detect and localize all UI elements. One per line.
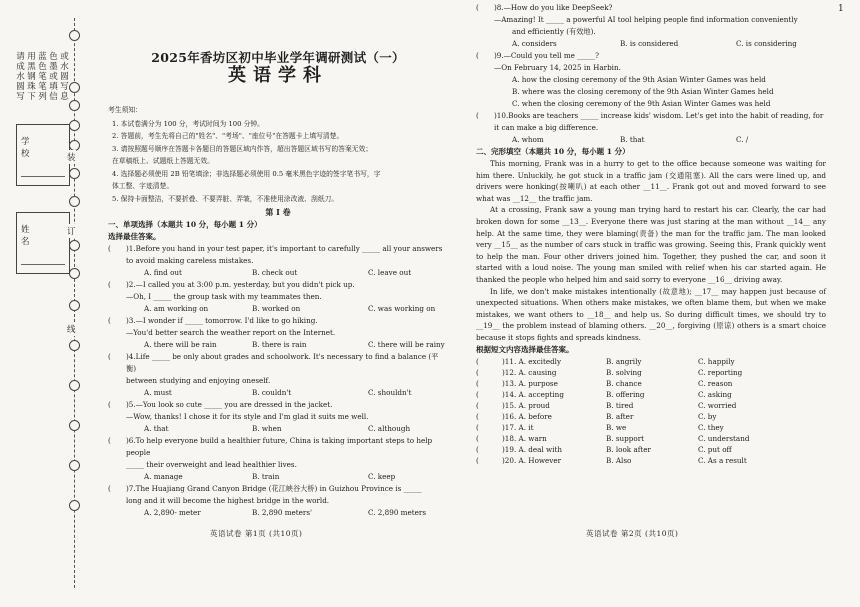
binding-instruction-col: 蓝色笔笔列 xyxy=(38,52,47,102)
option: A. whom xyxy=(512,135,544,144)
question-number: )13. xyxy=(502,378,517,388)
question-stem-cont: long and it will become the highest bridge in the world. xyxy=(126,496,330,505)
option: B. train xyxy=(252,472,280,481)
note-line: 体工整、字迹清楚。 xyxy=(112,182,174,190)
option: B. after xyxy=(606,411,634,421)
question-number: )15. xyxy=(502,400,517,410)
answer-options xyxy=(476,134,826,146)
option: B. offering xyxy=(606,389,645,399)
question-number: )20. xyxy=(502,455,517,465)
option: A. am working on xyxy=(144,304,209,313)
binding-hole xyxy=(69,30,80,41)
question-number: )8. xyxy=(494,3,504,12)
passage-paragraph: This morning, Frank was in a hurry to get to the office because someone was waiting for him there. Unluckily, he got stuck in a traffic jam (交通阻塞). All the cars were lined up, and drivers were honking(按喇叭) at each other __11__. Frank got out and moved forward to see what was __12__ the traffic jam. xyxy=(476,159,826,203)
page-footer-right: 英语试卷 第2页 (共10页) xyxy=(586,529,679,538)
question-item: ( )8.—How do you like DeepSeek? xyxy=(476,3,613,12)
cloze-row: ( )20. A. However B. Also C. As a result xyxy=(476,455,826,466)
question-number: )12. xyxy=(502,367,517,377)
option: B. look after xyxy=(606,444,651,454)
cut-label-zhuang: 装 xyxy=(67,150,76,164)
question-stem-cont: —Oh, I _____ the group task with my teammates then. xyxy=(126,292,322,301)
binding-hole xyxy=(69,100,80,111)
question-stem-cont: it can make a big difference. xyxy=(494,123,599,132)
notes-heading: 考生须知： xyxy=(108,106,142,114)
question-number: )16. xyxy=(502,411,517,421)
option: A. manage xyxy=(144,472,183,481)
exam-title: 2025年香坊区初中毕业学年调研测试（一） xyxy=(151,50,405,65)
option: A. causing xyxy=(518,367,557,377)
question-stem: —You look so cute _____ you are dressed in the jacket. xyxy=(135,400,333,409)
question-item: ( )6.To help everyone build a healthier future, China is taking important steps to help people xyxy=(108,436,433,457)
option: C. there will be rainy xyxy=(368,340,445,349)
name-label: 姓名 xyxy=(21,225,48,247)
option: A. However xyxy=(518,455,562,465)
question-number: )6. xyxy=(126,436,136,445)
option: C. worried xyxy=(698,400,737,410)
binding-hole xyxy=(69,380,80,391)
question-item: ( )3.—I wonder if _____ tomorrow. I'd like to go hiking. xyxy=(108,316,318,325)
option: A. 2,890- meter xyxy=(144,508,201,517)
cloze-row: ( )12. A. causing B. solving C. reporting xyxy=(476,367,826,378)
question-stem-cont: and efficiently (有效地). xyxy=(512,27,596,36)
question-item: ( )5.—You look so cute _____ you are dressed in the jacket. xyxy=(108,400,333,409)
option: C. although xyxy=(368,424,411,433)
question-stem: —How do you like DeepSeek? xyxy=(503,3,613,12)
binding-hole xyxy=(69,196,80,207)
option: A. warn xyxy=(518,433,547,443)
option: A. excitedly xyxy=(518,356,562,366)
name-box xyxy=(16,212,70,274)
note-line: 5. 保持卡面整洁，不要折叠、不要弄脏、弄皱，不准使用涂改液、刮纸刀。 xyxy=(112,194,339,203)
option: C. is considering xyxy=(736,39,797,48)
option: B. worked on xyxy=(252,304,301,313)
answer-options xyxy=(108,303,448,315)
option: B. chance xyxy=(606,378,642,388)
question-stem-cont: —Amazing! It _____ a powerful AI tool helping people find information conveniently xyxy=(494,15,798,24)
question-stem: To help everyone build a healthier future, China is taking important steps to help people xyxy=(126,436,433,457)
option: C. reporting xyxy=(698,367,743,377)
question-stem-cont: —On February 14, 2025 in Harbin. xyxy=(494,63,621,72)
answer-options xyxy=(108,339,448,351)
option: B. tired xyxy=(606,400,634,410)
answer-options xyxy=(108,267,448,279)
option: C. shouldn't xyxy=(368,388,412,397)
question-number: )1. xyxy=(126,244,136,253)
question-item: ( )10.Books are teachers _____ increase kids' wisdom. Let's get into the habit of reading, for xyxy=(476,111,824,120)
question-number: )18. xyxy=(502,433,517,443)
exam-notes xyxy=(108,104,448,205)
binding-hole xyxy=(69,240,80,251)
option: A. purpose xyxy=(518,378,558,388)
option: C. asking xyxy=(698,389,732,399)
option: B. support xyxy=(606,433,645,443)
question-stem: The Huajiang Grand Canyon Bridge (花江峡谷大桥) in Guizhou Province is _____ xyxy=(135,484,422,493)
option: A. there will be rain xyxy=(144,340,217,349)
question-item: ( )4.Life _____ be only about grades and schoolwork. It's necessary to find a balance (平衡) xyxy=(108,352,439,373)
question-number: )9. xyxy=(494,51,504,60)
option: A. considers xyxy=(512,39,557,48)
cut-label-xian: 线 xyxy=(67,322,76,336)
note-line: 1. 本试卷满分为 100 分，考试时间为 100 分钟。 xyxy=(112,119,264,128)
cloze-row: ( )18. A. warn B. support C. understand xyxy=(476,433,826,444)
question-item: ( )2.—I called you at 3:00 p.m. yesterday, but you didn't pick up. xyxy=(108,280,355,289)
cloze-row: ( )11. A. excitedly B. angrily C. happily xyxy=(476,356,826,367)
cloze-row: ( )15. A. proud B. tired C. worried xyxy=(476,400,826,411)
page-footer-left: 英语试卷 第1页 (共10页) xyxy=(210,529,303,538)
binding-hole xyxy=(69,300,80,311)
right-page xyxy=(476,2,826,466)
binding-instruction-col: 色墨或填信 xyxy=(49,52,58,102)
answer-options xyxy=(108,423,448,435)
question-stem-cont: between studying and enjoying oneself. xyxy=(126,376,271,385)
option: C. they xyxy=(698,422,724,432)
cloze-row: ( )13. A. purpose B. chance C. reason xyxy=(476,378,826,389)
option: B. angrily xyxy=(606,356,642,366)
option: B. when xyxy=(252,424,282,433)
option: A. deal with xyxy=(518,444,562,454)
option: B. 2,890 meters' xyxy=(252,508,313,517)
left-page xyxy=(108,0,448,519)
question-item: ( )9.—Could you tell me _____? xyxy=(476,51,600,60)
option: C. keep xyxy=(368,472,396,481)
question-number: )4. xyxy=(126,352,136,361)
question-stem: Life _____ be only about grades and schoolwork. It's necessary to find a balance (平衡) xyxy=(126,352,439,373)
school-line xyxy=(21,176,65,177)
option: C. was working on xyxy=(368,304,436,313)
question-list xyxy=(108,243,448,519)
option: B. we xyxy=(606,422,627,432)
option: B. that xyxy=(620,135,645,144)
question-stem: —I called you at 3:00 p.m. yesterday, but you didn't pick up. xyxy=(135,280,355,289)
binding-instruction-col: 用黑钢珠下 xyxy=(27,52,36,102)
note-line: 2. 答题前，考生先将自己的"姓名"、"考场"、"座位号"在答题卡上填写清楚。 xyxy=(112,132,344,140)
cloze-row: ( )17. A. it B. we C. they xyxy=(476,422,826,433)
question-number: )2. xyxy=(126,280,136,289)
binding-hole xyxy=(69,82,80,93)
cut-label-ding: 订 xyxy=(67,224,76,238)
school-box xyxy=(16,124,70,186)
option: C. put off xyxy=(698,444,732,454)
question-stem: —I wonder if _____ tomorrow. I'd like to go hiking. xyxy=(135,316,318,325)
option: C. reason xyxy=(698,378,733,388)
section-heading: 一、单项选择（本题共 10 分，每小题 1 分） xyxy=(108,220,262,229)
question-stem-cont: to avoid making careless mistakes. xyxy=(126,256,254,265)
answer-options xyxy=(108,387,448,399)
answer-option-line: A. how the closing ceremony of the 9th Asian Winter Games was held xyxy=(512,75,766,84)
option: C. As a result xyxy=(698,455,747,465)
question-number: )14. xyxy=(502,389,517,399)
binding-hole xyxy=(69,460,80,471)
section-heading: 二、完形填空（本题共 10 分，每小题 1 分） xyxy=(476,147,630,156)
note-line: 在草稿纸上、试题纸上答题无效。 xyxy=(112,157,214,165)
question-stem-cont: —You'd better search the weather report on the Internet. xyxy=(126,328,336,337)
question-number: )19. xyxy=(502,444,517,454)
answer-option-line: C. when the closing ceremony of the 9th Asian Winter Games was held xyxy=(512,99,771,108)
option: C. 2,890 meters xyxy=(368,508,427,517)
question-stem: Before you hand in your test paper, it's important to carefully _____ all your answers xyxy=(135,244,443,253)
binding-hole xyxy=(69,500,80,511)
question-number: )10. xyxy=(494,111,509,120)
passage-paragraph: In life, we don't make mistakes intentionally (故意地); __17__ may happen just because of unexpected situations. When others make mistakes, we often blame them, but when we make mistakes, we want others to __18__ and help us. So during difficult times, we should try to __19__ the problem instead of blaming others. __20__, forgiving (原谅) others is a smart choice because it stops fights and spreads kindness. xyxy=(476,286,826,342)
question-stem-cont: _____ their overweight and lead healthier lives. xyxy=(126,460,297,469)
question-item: ( )1.Before you hand in your test paper, it's important to carefully _____ all your answers xyxy=(108,244,443,253)
question-number: )3. xyxy=(126,316,136,325)
binding-hole xyxy=(69,168,80,179)
cloze-row: ( )16. A. before B. after C. by xyxy=(476,411,826,422)
option: C. happily xyxy=(698,356,735,366)
option: C. by xyxy=(698,411,717,421)
binding-hole xyxy=(69,268,80,279)
binding-strip xyxy=(0,0,90,607)
question-number: )17. xyxy=(502,422,517,432)
option: A. accepting xyxy=(518,389,564,399)
subject-title: 英语学科 xyxy=(228,65,328,86)
binding-hole xyxy=(69,340,80,351)
option: A. it xyxy=(518,422,534,432)
option: A. that xyxy=(144,424,169,433)
option: C. leave out xyxy=(368,268,412,277)
cloze-passage xyxy=(476,158,826,344)
section-subheading: 选择最佳答案。 xyxy=(108,232,161,241)
answer-option-line: B. where was the closing ceremony of the 9th Asian Winter Games held xyxy=(512,87,774,96)
name-line xyxy=(21,264,65,265)
section-subheading: 根据短文内容选择最佳答案。 xyxy=(476,344,574,354)
option: B. solving xyxy=(606,367,642,377)
option: B. check out xyxy=(252,268,298,277)
question-number: )5. xyxy=(126,400,136,409)
binding-instruction-col: 或水圆写息 xyxy=(60,52,69,102)
cloze-row: ( )19. A. deal with B. look after C. put off xyxy=(476,444,826,455)
option: A. proud xyxy=(518,400,550,410)
binding-hole xyxy=(69,420,80,431)
question-number: )11. xyxy=(502,356,517,366)
question-number: )7. xyxy=(126,484,136,493)
answer-options xyxy=(108,507,448,519)
option: B. there is rain xyxy=(252,340,307,349)
binding-hole xyxy=(69,120,80,131)
option: C. understand xyxy=(698,433,750,443)
binding-instruction-col: 请成水圆写 xyxy=(16,52,25,102)
option: A. find out xyxy=(144,268,182,277)
part-title: 第 Ⅰ 卷 xyxy=(265,207,291,217)
school-label: 学校 xyxy=(21,137,48,159)
option: A. before xyxy=(518,411,552,421)
note-line: 3. 请按照题号顺序在答题卡各题目的答题区域内作答，超出答题区域书写的答案无效； xyxy=(112,144,373,153)
answer-options xyxy=(108,471,448,483)
cloze-options xyxy=(476,356,826,466)
note-line: 4. 选择题必须使用 2B 铅笔填涂；非选择题必须使用 0.5 毫米黑色字迹的签字笔书写，字 xyxy=(112,169,381,178)
option: B. Also xyxy=(606,455,632,465)
option: A. must xyxy=(144,388,172,397)
page-number-top: 1 xyxy=(838,4,844,14)
answer-options xyxy=(476,38,826,50)
option: B. is considered xyxy=(620,39,679,48)
question-stem-cont: —Wow, thanks! I chose it for its style and I'm glad it suits me well. xyxy=(126,412,369,421)
cloze-row: ( )14. A. accepting B. offering C. asking xyxy=(476,389,826,400)
question-stem: Books are teachers _____ increase kids' wisdom. Let's get into the habit of reading, for xyxy=(508,111,824,120)
passage-paragraph: At a crossing, Frank saw a young man trying hard to restart his car. Clearly, the car had broken down for some __13__. Everyone there was just staring at the man without __14__ any help. At the same time, they were blaming(责备) the man for the traffic jam. The man looked very __15__ as the number of cars stuck in traffic was growing. Seeing this, Frank quickly went to help the man. Four other drivers joined him. Together, they pushed the car, and soon it started with a loud noise. The young man smiled with relief when his car started again. He thanked the people who helped him and said sorry to everyone __16__ driving away. xyxy=(476,205,826,284)
option: C. / xyxy=(736,135,749,144)
option: B. couldn't xyxy=(252,388,292,397)
question-stem: —Could you tell me _____? xyxy=(503,51,600,60)
question-item: ( )7.The Huajiang Grand Canyon Bridge (花江峡谷大桥) in Guizhou Province is _____ xyxy=(108,484,422,493)
